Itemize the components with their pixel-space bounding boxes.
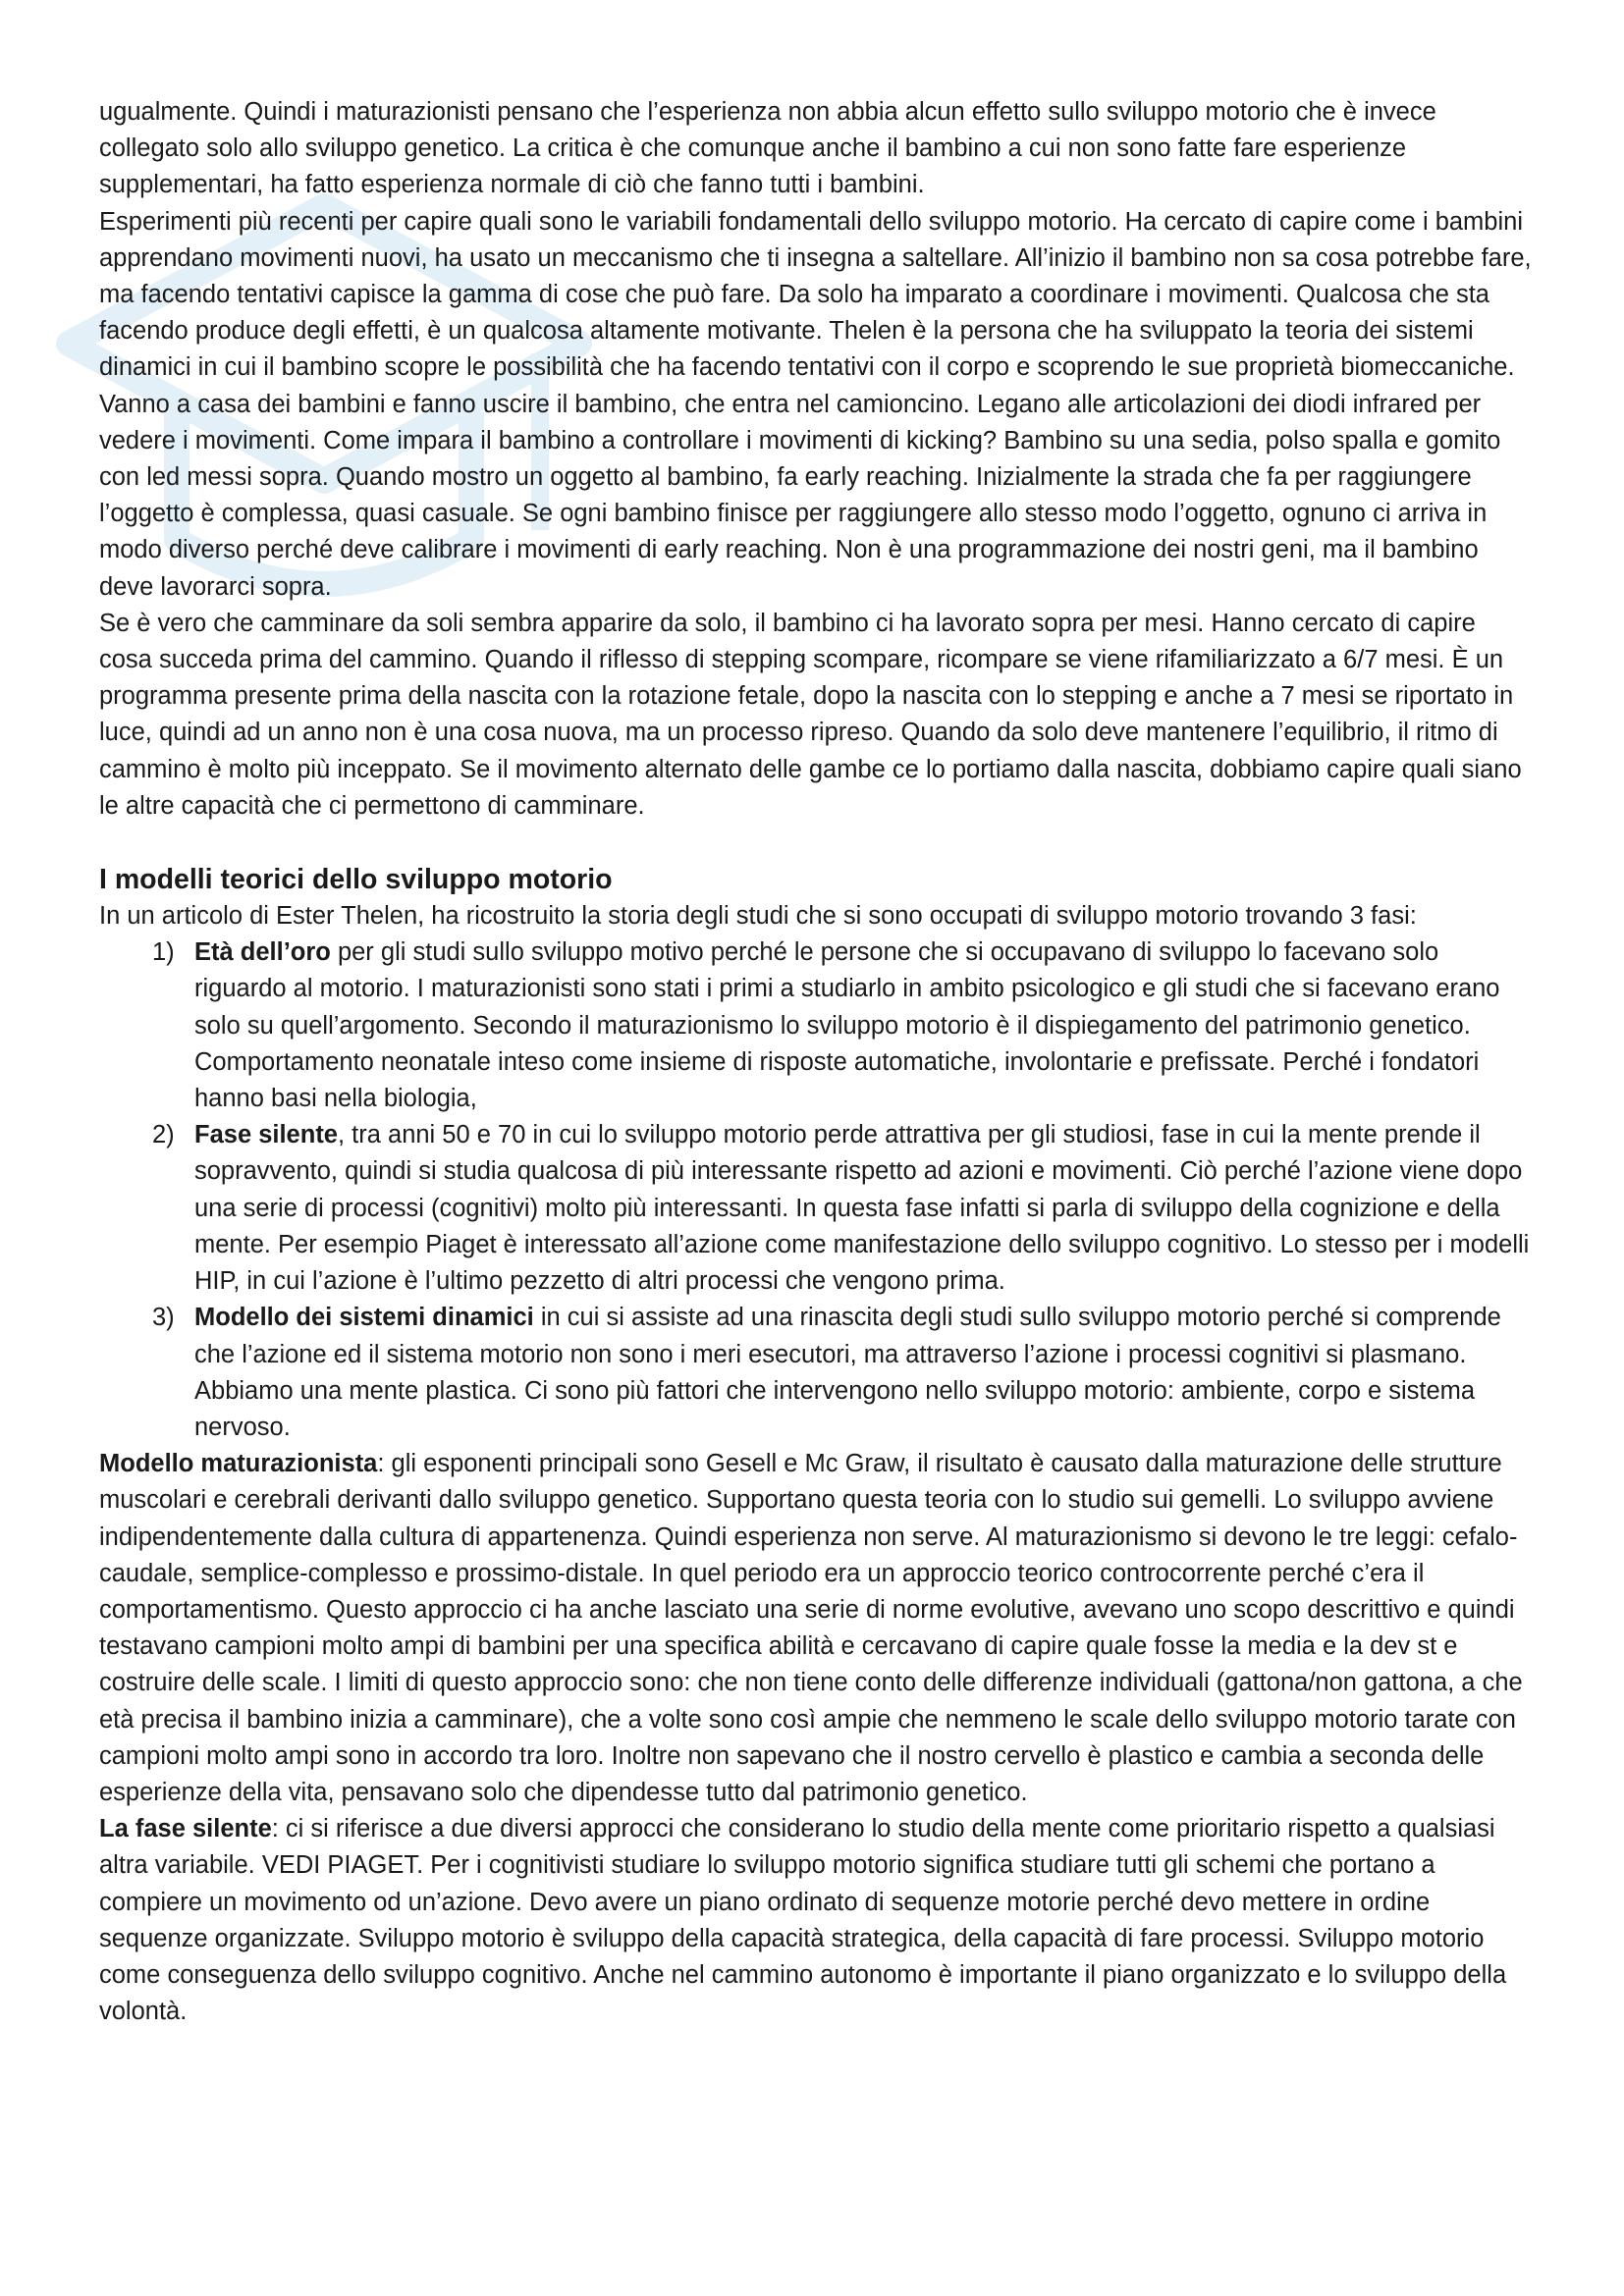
model-text: : gli esponenti principali sono Gesell e Mc Graw, il risultato è causato dalla maturazione delle strutture muscolari e cerebrali derivanti dallo sviluppo genetico. Supportano questa teoria con lo studio sui gemelli. Lo sviluppo avviene indipendentemente dalla cultura di appartenenza. Quindi esperienza non serve. Al maturazionismo si devono le tre leggi: cefalo-caudale, semplice-complesso e prossimo-distale. In quel periodo era un approccio teorico controcorrente perché c’era il comportamentismo. Questo approccio ci ha anche lasciato una serie di norme evolutive, avevano uno scopo descrittivo e quindi testavano campioni molto ampi di bambini per una specifica abilità e cercavano di capire quale fosse la media e la dev st e costruire delle scale. I limiti di questo approccio sono: che non tiene conto delle differenze individuali (gattona/non gattona, a che età precisa il bambino inizia a camminare), che a volte sono così ampie che nemmeno le scale dello sviluppo motorio tarate con campioni molto ampi sono in accordo tra loro. Inoltre non sapevano che il nostro cervello è plastico e cambia a seconda delle esperienze della vita, pensavano solo che dipendesse tutto dal patrimonio genetico. (99, 1450, 1523, 1806)
phase-text: in cui si assiste ad una rinascita degli studi sullo sviluppo motorio perché si comprende che l’azione ed il sistema motorio non sono i meri esecutori, ma attraverso l’azione i processi cognitivi si plasmano. Abbiamo una mente plastica. Ci sono più fattori che intervengono nello sviluppo motorio: ambiente, corpo e sistema nervoso. (194, 1304, 1501, 1441)
list-item (99, 1300, 1533, 1446)
list-number: 2) (152, 1121, 175, 1149)
phase-term: Modello dei sistemi dinamici (194, 1304, 534, 1332)
phases-list (99, 934, 1533, 1446)
phase-text: , tra anni 50 e 70 in cui lo sviluppo motorio perde attrattiva per gli studiosi, fase in cui la mente prende il sopravvento, quindi si studia qualcosa di più interessante rispetto ad azioni e movimenti. Ciò perché l’azione viene dopo una serie di processi (cognitivi) molto più interessanti. In questa fase infatti si parla di sviluppo della cognizione e della mente. Per esempio Piaget è interessato all’azione come manifestazione dello sviluppo cognitivo. Lo stesso per i modelli HIP, in cui l’azione è l’ultimo pezzetto di altri processi che vengono prima. (194, 1121, 1530, 1296)
paragraph: Esperimenti più recenti per capire quali sono le variabili fondamentali dello sviluppo motorio. Ha cercato di capire come i bambini apprendano movimenti nuovi, ha usato un meccanismo che ti insegna a saltellare. All’inizio il bambino non sa cosa potrebbe fare, ma facendo tentativi capisce la gamma di cose che può fare. Da solo ha imparato a coordinare i movimenti. Qualcosa che sta facendo produce degli effetti, è un qualcosa altamente motivante. Thelen è la persona che ha sviluppato la teoria dei sistemi dinamici in cui il bambino scopre le possibilità che ha facendo tentativi con il corpo e scoprendo le sue proprietà biomeccaniche. Vanno a casa dei bambini e fanno uscire il bambino, che entra nel camioncino. Legano alle articolazioni dei diodi infrared per vedere i movimenti. Come impara il bambino a controllare i movimenti di kicking? Bambino su una sedia, polso spalla e gomito con led messi sopra. Quando mostro un oggetto al bambino, fa early reaching. Inizialmente la strada che fa per raggiungere l’oggetto è complessa, quasi casuale. Se ogni bambino finisce per raggiungere allo stesso modo l’oggetto, ognuno ci arriva in modo diverso perché deve calibrare i movimenti di early reaching. Non è una programmazione dei nostri geni, ma il bambino deve lavorarci sopra. (99, 207, 1532, 601)
section-heading: I modelli teorici dello sviluppo motorio (99, 864, 613, 896)
phase-text: per gli studi sullo sviluppo motivo perché le persone che si occupavano di sviluppo lo facevano solo riguardo al motorio. I maturazionisti sono stati i primi a studiarlo in ambito psicologico e gli studi che si facevano erano solo su quell’argomento. Secondo il maturazionismo lo sviluppo motorio è il dispiegamento del patrimonio genetico. Comportamento neonatale inteso come insieme di risposte automatiche, involontarie e prefissate. Perché i fondatori hanno basi nella biologia, (194, 938, 1500, 1113)
paragraph: ugualmente. Quindi i maturazionisti pensano che l’esperienza non abbia alcun effetto sullo sviluppo motorio che è invece collegato solo allo sviluppo genetico. La critica è che comunque anche il bambino a cui non sono fatte fare esperienze supplementari, ha fatto esperienza normale di ciò che fanno tutti i bambini. (99, 98, 1436, 199)
phase-term: Fase silente (194, 1121, 338, 1149)
section-intro: In un articolo di Ester Thelen, ha ricostruito la storia degli studi che si sono occupati di sviluppo motorio trovando 3 fasi: (99, 902, 1417, 931)
model-term: La fase silente (99, 1815, 272, 1843)
model-paragraph (99, 1446, 1533, 1811)
model-paragraph (99, 1811, 1533, 2030)
list-number: 3) (152, 1304, 175, 1332)
paragraph: Se è vero che camminare da soli sembra apparire da solo, il bambino ci ha lavorato sopra per mesi. Hanno cercato di capire cosa succeda prima del cammino. Quando il riflesso di stepping scompare, ricompare se viene rifamiliarizzato a 6/7 mesi. È un programma presente prima della nascita con la rotazione fetale, dopo la nascita con lo stepping e anche a 7 mesi se riportato in luce, quindi ad un anno non è una cosa nuova, ma un processo ripreso. Quando da solo deve mantenere l’equilibrio, il ritmo di cammino è molto più inceppato. Se il movimento alternato delle gambe ce lo portiamo dalla nascita, dobbiamo capire quali siano le altre capacità che ci permettono di camminare. (99, 609, 1522, 820)
list-number: 1) (152, 938, 175, 967)
list-item (99, 1117, 1533, 1300)
list-item (99, 934, 1533, 1117)
document-page (99, 94, 1533, 2030)
model-text: : ci si riferisce a due diversi approcci che considerano lo studio della mente come prioritario rispetto a qualsiasi altra variabile. VEDI PIAGET. Per i cognitivisti studiare lo sviluppo motorio significa studiare tutti gli schemi che portano a compiere un movimento od un’azione. Devo avere un piano ordinato di sequenze motorie perché devo mettere in ordine sequenze organizzate. Sviluppo motorio è sviluppo della capacità strategica, della capacità di fare processi. Sviluppo motorio come conseguenza dello sviluppo cognitivo. Anche nel cammino autonomo è importante il piano organizzato e lo sviluppo della volontà. (99, 1815, 1507, 2026)
model-term: Modello maturazionista (99, 1450, 378, 1478)
phase-term: Età dell’oro (194, 938, 331, 967)
